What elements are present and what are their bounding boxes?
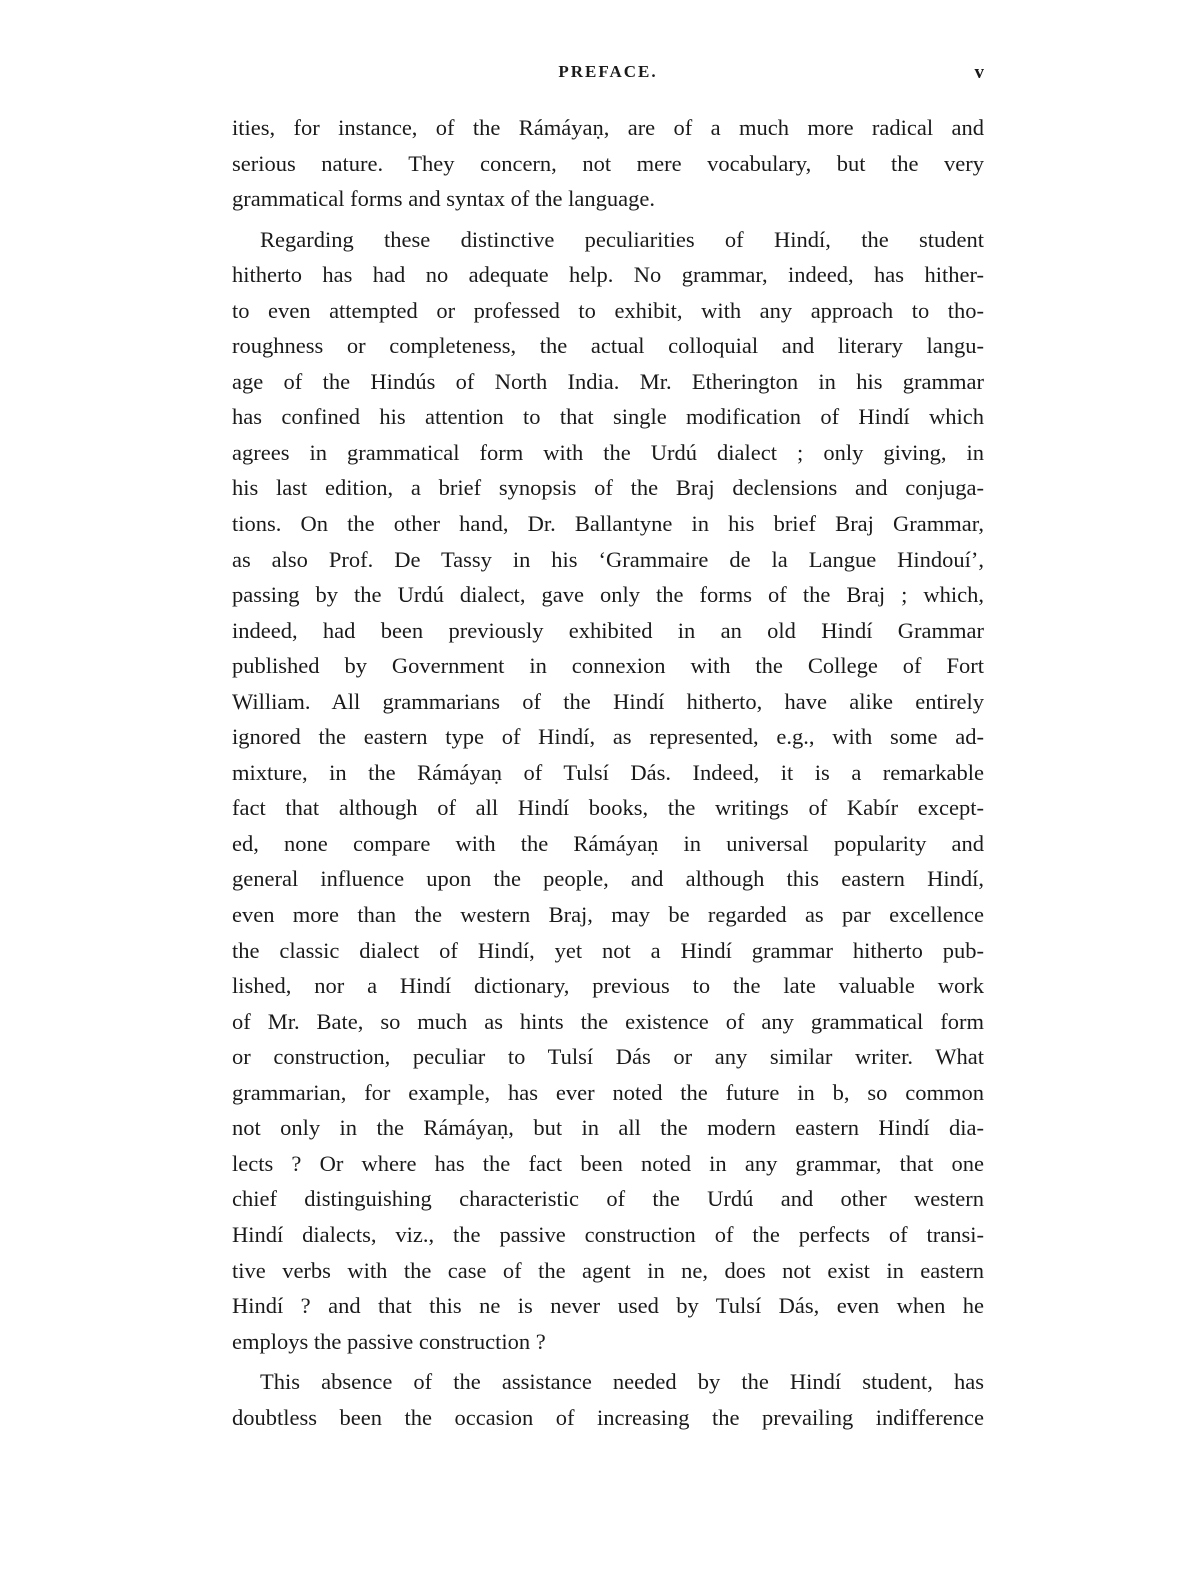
paragraph bbox=[232, 1364, 984, 1435]
text-line: to even attempted or professed to exhibit, with any approach to tho- bbox=[232, 297, 984, 323]
text-line: Hindí dialects, viz., the passive construction of the perfects of transi- bbox=[232, 1221, 984, 1247]
text-line: ed, none compare with the Rámáyaṇ in universal popularity and bbox=[232, 830, 984, 856]
body-text bbox=[232, 110, 984, 1435]
text-line: has confined his attention to that single modification of Hindí which bbox=[232, 404, 984, 430]
text-line: lished, nor a Hindí dictionary, previous to the late valuable work bbox=[232, 973, 984, 999]
text-line: mixture, in the Rámáyaṇ of Tulsí Dás. Indeed, it is a remarkable bbox=[232, 759, 984, 785]
text-line: or construction, peculiar to Tulsí Dás or any similar writer. What bbox=[232, 1044, 984, 1070]
text-line: his last edition, a brief synopsis of the Braj declensions and conjuga- bbox=[232, 475, 984, 501]
text-line: the classic dialect of Hindí, yet not a Hindí grammar hitherto pub- bbox=[232, 937, 984, 963]
text-line: employs the passive construction ? bbox=[232, 1328, 546, 1354]
text-line: not only in the Rámáyaṇ, but in all the modern eastern Hindí dia- bbox=[232, 1115, 984, 1141]
text-line: Regarding these distinctive peculiarities of Hindí, the student bbox=[260, 226, 984, 252]
text-line: tions. On the other hand, Dr. Ballantyne in his brief Braj Grammar, bbox=[232, 511, 984, 537]
text-line: published by Government in connexion with the College of Fort bbox=[232, 653, 984, 679]
text-line: William. All grammarians of the Hindí hitherto, have alike entirely bbox=[232, 688, 984, 714]
page-number: v bbox=[974, 62, 984, 83]
text-line: even more than the western Braj, may be regarded as par excellence bbox=[232, 902, 984, 928]
text-line: tive verbs with the case of the agent in ne, does not exist in eastern bbox=[232, 1257, 984, 1283]
text-line: lects ? Or where has the fact been noted in any grammar, that one bbox=[232, 1150, 984, 1176]
text-line: fact that although of all Hindí books, the writings of Kabír except- bbox=[232, 795, 984, 821]
text-line: age of the Hindús of North India. Mr. Etherington in his grammar bbox=[232, 368, 984, 394]
text-line: ignored the eastern type of Hindí, as represented, e.g., with some ad- bbox=[232, 724, 984, 750]
running-head bbox=[232, 62, 984, 92]
text-line: passing by the Urdú dialect, gave only the forms of the Braj ; which, bbox=[232, 582, 984, 608]
text-line: chief distinguishing characteristic of the Urdú and other western bbox=[232, 1186, 984, 1212]
text-line: Hindí ? and that this ne is never used by Tulsí Dás, even when he bbox=[232, 1293, 984, 1319]
text-line: indeed, had been previously exhibited in an old Hindí Grammar bbox=[232, 617, 984, 643]
text-line: agrees in grammatical form with the Urdú dialect ; only giving, in bbox=[232, 439, 984, 465]
text-line: grammatical forms and syntax of the language. bbox=[232, 186, 655, 212]
text-line: ities, for instance, of the Rámáyaṇ, are of a much more radical and bbox=[232, 115, 984, 140]
text-line: serious nature. They concern, not mere vocabulary, but the very bbox=[232, 150, 984, 176]
text-line: hitherto has had no adequate help. No grammar, indeed, has hither- bbox=[232, 262, 984, 288]
text-line: doubtless been the occasion of increasing the prevailing indifference bbox=[232, 1404, 984, 1430]
text-line: This absence of the assistance needed by the Hindí student, has bbox=[260, 1369, 984, 1395]
paragraph bbox=[232, 110, 984, 217]
text-line: of Mr. Bate, so much as hints the existence of any grammatical form bbox=[232, 1008, 984, 1034]
paragraph bbox=[232, 222, 984, 1360]
running-title: PREFACE. bbox=[558, 62, 658, 81]
text-line: grammarian, for example, has ever noted the future in b, so common bbox=[232, 1079, 984, 1105]
text-line: as also Prof. De Tassy in his ‘Grammaire de la Langue Hindouí’, bbox=[232, 546, 984, 572]
text-line: roughness or completeness, the actual colloquial and literary langu- bbox=[232, 333, 984, 359]
text-line: general influence upon the people, and although this eastern Hindí, bbox=[232, 866, 984, 892]
